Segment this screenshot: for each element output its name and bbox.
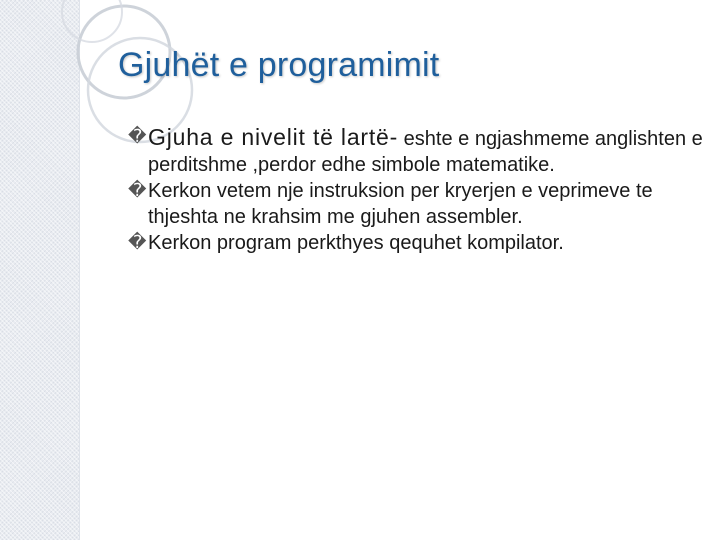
slide-title: Gjuhët e programimit [118, 46, 440, 84]
bullet-lead-text: Gjuha e nivelit të lartë- [148, 124, 399, 150]
bullet-glyph-icon: � [128, 232, 147, 253]
bullet-text: Kerkon vetem nje instruksion per kryerjen e veprimeve te thjeshta ne krahsim me gjuhen assembler. [148, 180, 653, 228]
bullet-item [128, 178, 703, 230]
bullet-glyph-icon: � [128, 180, 147, 201]
bullet-list [128, 124, 703, 256]
bullet-text: Kerkon program perkthyes qequhet kompilator. [148, 232, 564, 254]
bullet-text: eshte e ngjashmeme anglishten e perditshme ,perdor edhe simbole matematike. [148, 128, 703, 176]
bullet-item [128, 230, 703, 256]
bullet-item [128, 124, 703, 178]
bullet-glyph-icon: � [128, 126, 147, 147]
